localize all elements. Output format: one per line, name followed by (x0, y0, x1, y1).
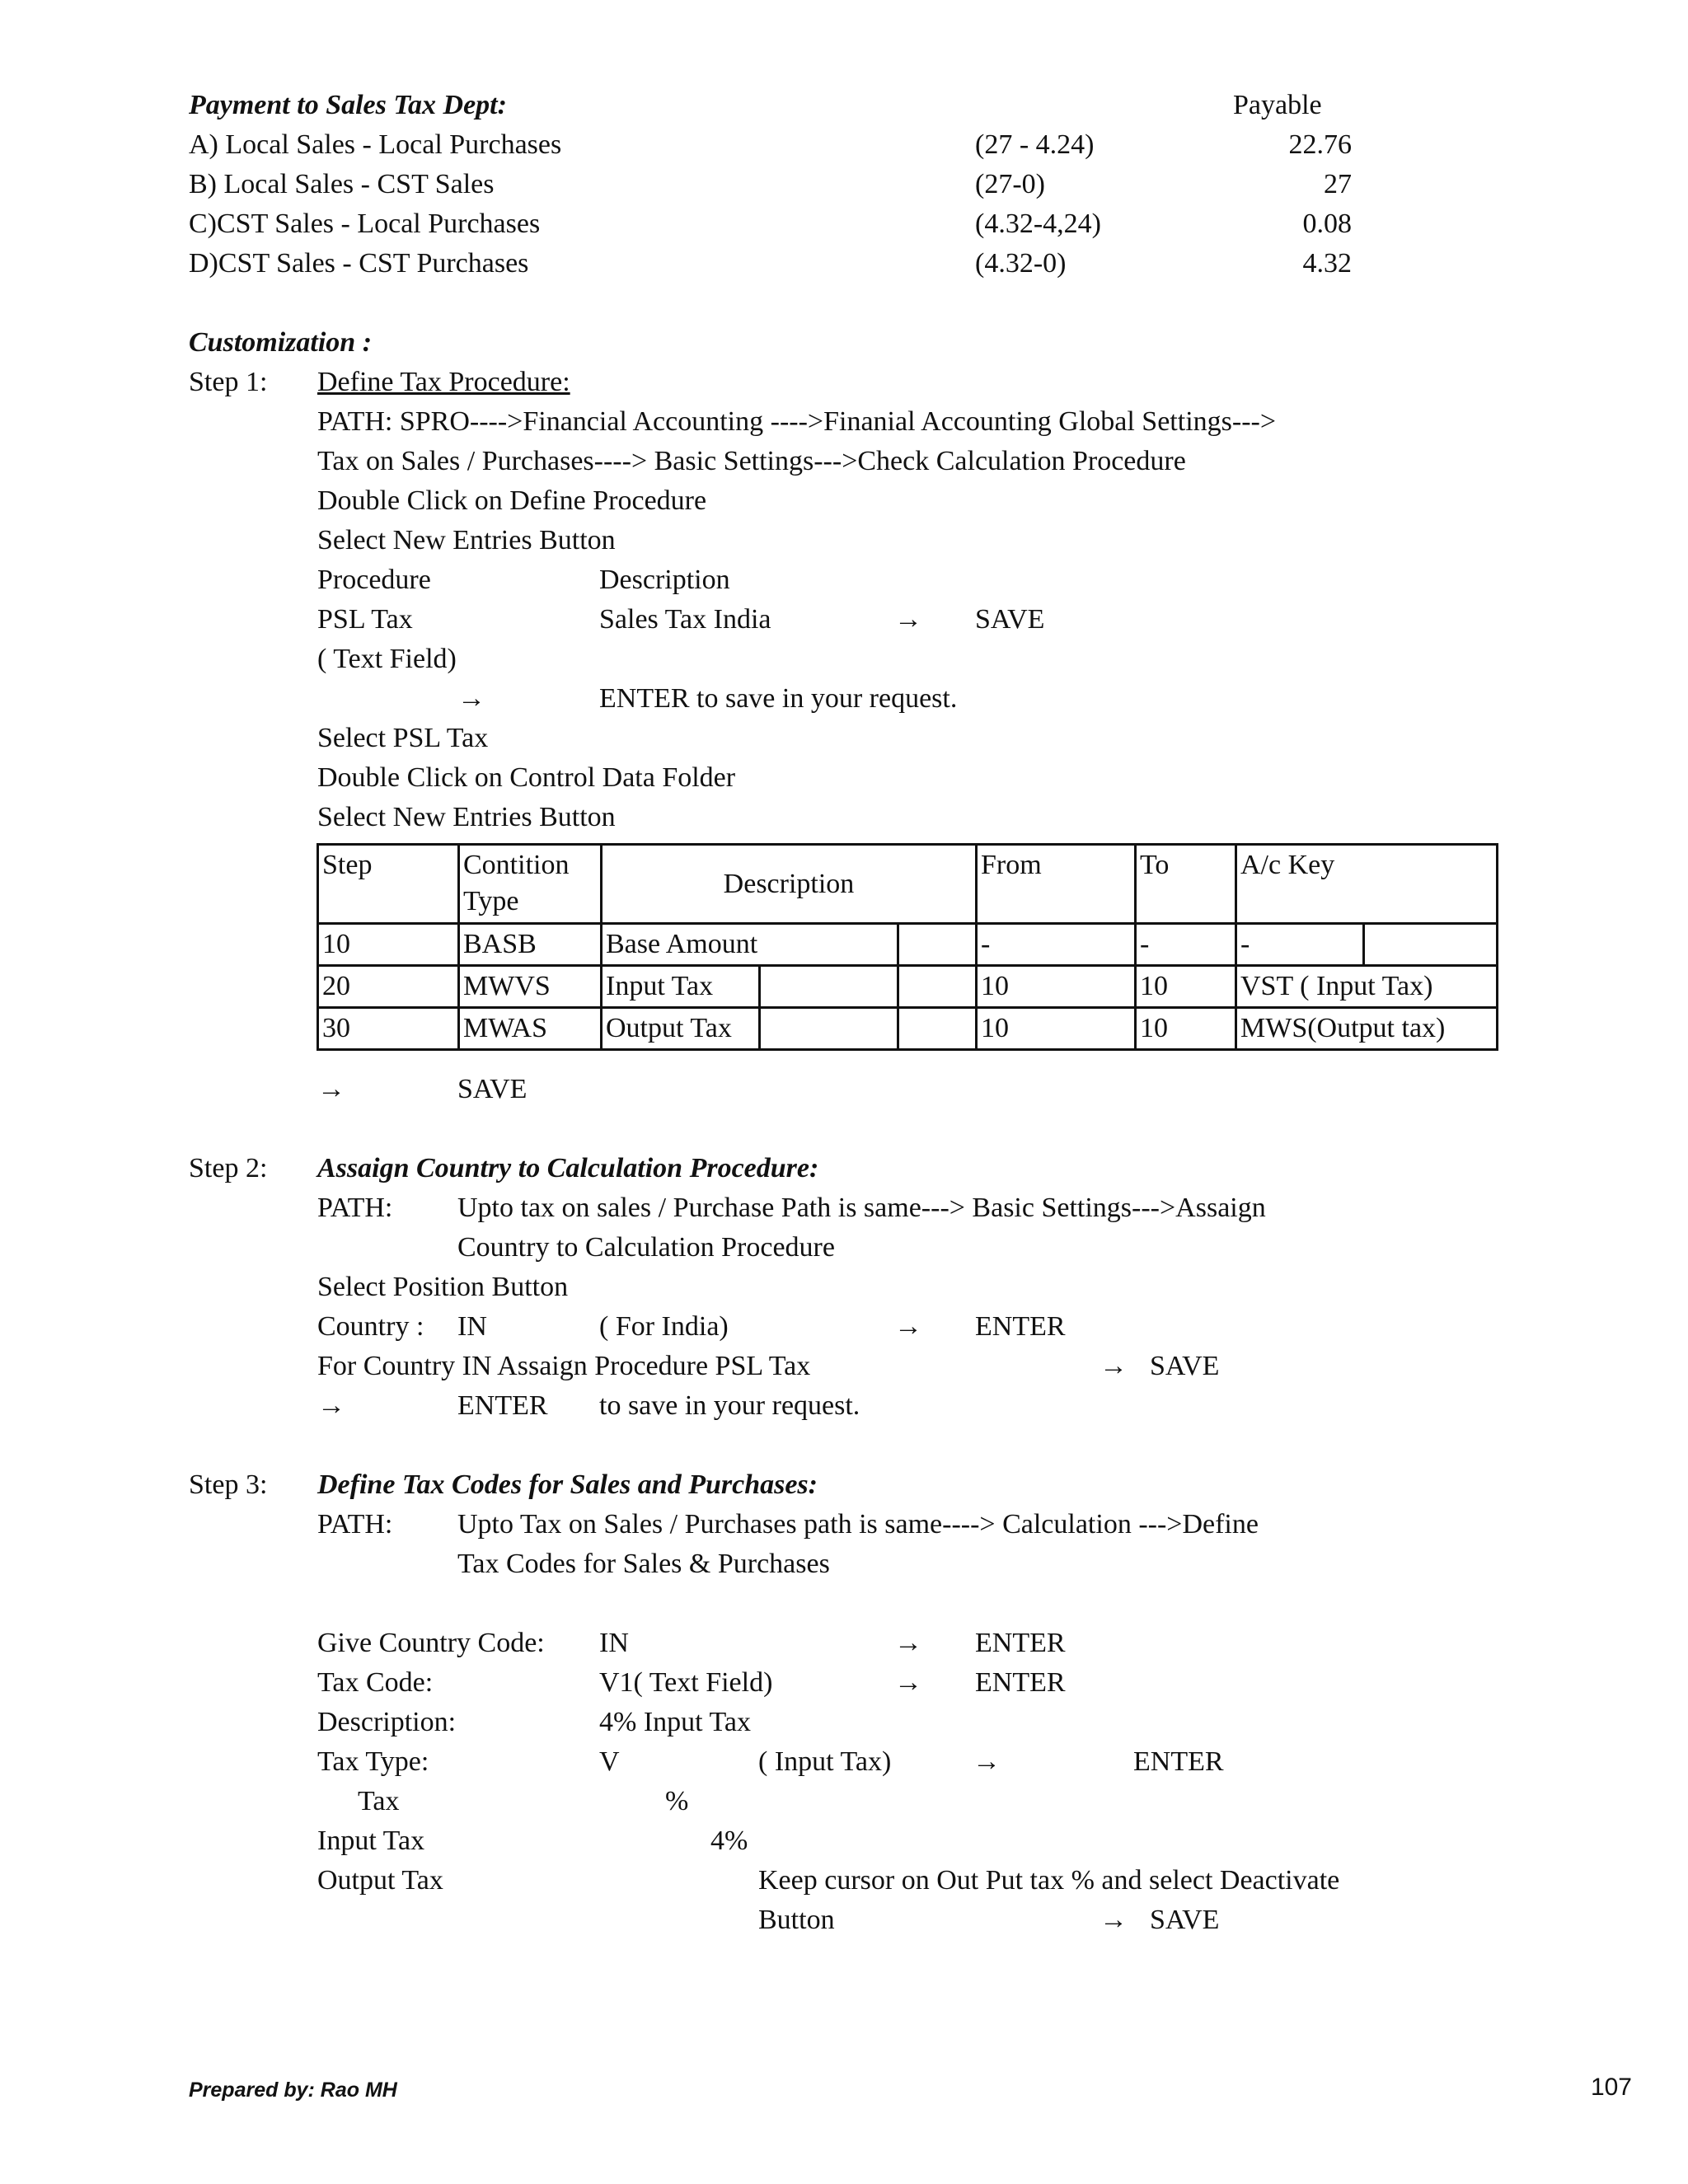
table-row (318, 966, 1498, 1008)
cell-step: 30 (318, 1008, 459, 1050)
table-row (318, 924, 1498, 966)
step3-title: Define Tax Codes for Sales and Purchases: (317, 1469, 818, 1500)
country-note: ( For India) (599, 1311, 729, 1342)
arrow-icon: → (973, 1746, 1001, 1777)
header-condition-type: Contition Type (459, 845, 602, 924)
tax-type-note: ( Input Tax) (758, 1746, 892, 1777)
payment-row-calc: (4.32-0) (975, 248, 1067, 279)
payment-heading: Payment to Sales Tax Dept: (189, 90, 507, 120)
arrow-icon: → (1100, 1905, 1128, 1935)
cell-to: 10 (1136, 966, 1236, 1008)
percent-label: % (665, 1786, 689, 1816)
payable-label: Payable (1233, 90, 1322, 120)
save-label: SAVE (1150, 1351, 1220, 1381)
to-save-note: to save in your request. (599, 1390, 860, 1421)
step2-label: Step 2: (189, 1153, 268, 1183)
step1-instruction: Select New Entries Button (317, 525, 616, 555)
page-number: 107 (1590, 2074, 1632, 2101)
payment-row-calc: (4.32-4,24) (975, 209, 1101, 239)
enter-label: ENTER (975, 1628, 1066, 1658)
procedure-value: PSL Tax (317, 604, 413, 635)
payment-row-calc: (27-0) (975, 169, 1045, 199)
cell-description: Input Tax (602, 966, 760, 1008)
text-field-note: ( Text Field) (317, 644, 457, 674)
tax-label: Tax (358, 1786, 400, 1816)
cell-ac-key: - (1236, 924, 1364, 966)
step1-title: Define Tax Procedure: (317, 367, 570, 397)
arrow-icon: → (894, 1311, 922, 1342)
button-word: Button (758, 1905, 835, 1935)
header-to: To (1136, 845, 1236, 924)
cell-from: - (977, 924, 1136, 966)
country-code-value: IN (599, 1628, 629, 1658)
payment-row-value: 0.08 (1302, 209, 1352, 239)
step1-instruction: Select PSL Tax (317, 723, 489, 753)
arrow-icon: → (894, 1628, 922, 1658)
cell-ac-key: VST ( Input Tax) (1236, 966, 1498, 1008)
step2-title: Assaign Country to Calculation Procedure: (317, 1153, 819, 1183)
control-data-table (316, 843, 1498, 1051)
cell-step: 10 (318, 924, 459, 966)
arrow-icon: → (317, 1390, 345, 1421)
payment-row-value: 27 (1324, 169, 1352, 199)
cell-empty (760, 966, 898, 1008)
cell-description: Output Tax (602, 1008, 760, 1050)
payment-row-label: B) Local Sales - CST Sales (189, 169, 495, 199)
step1-path-line1: PATH: SPRO---->Financial Accounting ---->Finanial Accounting Global Settings---> (317, 406, 1277, 437)
step1-path-line2: Tax on Sales / Purchases----> Basic Settings--->Check Calculation Procedure (317, 446, 1186, 476)
description-col-header: Description (599, 565, 730, 595)
arrow-icon: → (457, 683, 485, 714)
enter-label: ENTER (975, 1667, 1066, 1698)
description-label: Description: (317, 1707, 457, 1737)
enter-label: ENTER (975, 1311, 1066, 1342)
save-label: SAVE (1150, 1905, 1220, 1935)
cell-empty (898, 966, 977, 1008)
cell-to: - (1136, 924, 1236, 966)
tax-code-label: Tax Code: (317, 1667, 434, 1698)
enter-label: ENTER (457, 1390, 548, 1421)
cell-empty (1364, 924, 1498, 966)
step2-path-line1: Upto tax on sales / Purchase Path is same---> Basic Settings--->Assaign (457, 1193, 1266, 1223)
input-tax-value: 4% (710, 1825, 748, 1856)
payment-row-calc: (27 - 4.24) (975, 129, 1095, 160)
step2-path-line2: Country to Calculation Procedure (457, 1232, 835, 1263)
header-description: Description (602, 845, 977, 924)
arrow-icon: → (894, 1667, 922, 1698)
arrow-icon: → (317, 1074, 345, 1104)
input-tax-label: Input Tax (317, 1825, 425, 1856)
step3-label: Step 3: (189, 1469, 268, 1500)
keep-cursor-note: Keep cursor on Out Put tax % and select Deactivate (758, 1865, 1340, 1896)
cell-ac-key: MWS(Output tax) (1236, 1008, 1498, 1050)
save-label: SAVE (457, 1074, 528, 1104)
payment-row-label: D)CST Sales - CST Purchases (189, 248, 529, 279)
cell-description: Base Amount (602, 924, 898, 966)
payment-row-label: C)CST Sales - Local Purchases (189, 209, 541, 239)
payment-row-value: 4.32 (1302, 248, 1352, 279)
payment-row-label: A) Local Sales - Local Purchases (189, 129, 562, 160)
step1-instruction: Double Click on Define Procedure (317, 485, 707, 516)
step1-label: Step 1: (189, 367, 268, 397)
step1-instruction: Select New Entries Button (317, 802, 616, 832)
enter-save-note: ENTER to save in your request. (599, 683, 958, 714)
step3-path-line2: Tax Codes for Sales & Purchases (457, 1549, 830, 1579)
cell-from: 10 (977, 966, 1136, 1008)
footer-prepared-by: Prepared by: Rao MH (189, 2079, 397, 2102)
cell-empty (760, 1008, 898, 1050)
step3-path-line1: Upto Tax on Sales / Purchases path is same----> Calculation --->Define (457, 1509, 1259, 1540)
assign-procedure-line: For Country IN Assaign Procedure PSL Tax (317, 1351, 811, 1381)
arrow-icon: → (1100, 1351, 1128, 1381)
country-code-label: Give Country Code: (317, 1628, 545, 1658)
customization-heading: Customization : (189, 327, 373, 358)
header-ac-key: A/c Key (1236, 845, 1498, 924)
step3-path-label: PATH: (317, 1509, 393, 1540)
description-value: Sales Tax India (599, 604, 771, 635)
cell-step: 20 (318, 966, 459, 1008)
cell-type: MWVS (459, 966, 602, 1008)
tax-type-value: V (599, 1746, 620, 1777)
table-row (318, 1008, 1498, 1050)
cell-to: 10 (1136, 1008, 1236, 1050)
tax-type-label: Tax Type: (317, 1746, 429, 1777)
step2-path-label: PATH: (317, 1193, 393, 1223)
table-header-row (318, 845, 1498, 924)
enter-label: ENTER (1133, 1746, 1224, 1777)
step1-instruction: Double Click on Control Data Folder (317, 762, 736, 793)
cell-type: BASB (459, 924, 602, 966)
cell-type: MWAS (459, 1008, 602, 1050)
cell-from: 10 (977, 1008, 1136, 1050)
arrow-icon: → (894, 604, 922, 635)
output-tax-label: Output Tax (317, 1865, 443, 1896)
description-value: 4% Input Tax (599, 1707, 751, 1737)
header-from: From (977, 845, 1136, 924)
procedure-col-header: Procedure (317, 565, 431, 595)
country-code: IN (457, 1311, 487, 1342)
cell-empty (898, 924, 977, 966)
country-label: Country : (317, 1311, 424, 1342)
tax-code-value: V1( Text Field) (599, 1667, 773, 1698)
header-step: Step (318, 845, 459, 924)
step2-instruction: Select Position Button (317, 1272, 569, 1302)
payment-row-value: 22.76 (1288, 129, 1352, 160)
cell-empty (898, 1008, 977, 1050)
save-label: SAVE (975, 604, 1045, 635)
